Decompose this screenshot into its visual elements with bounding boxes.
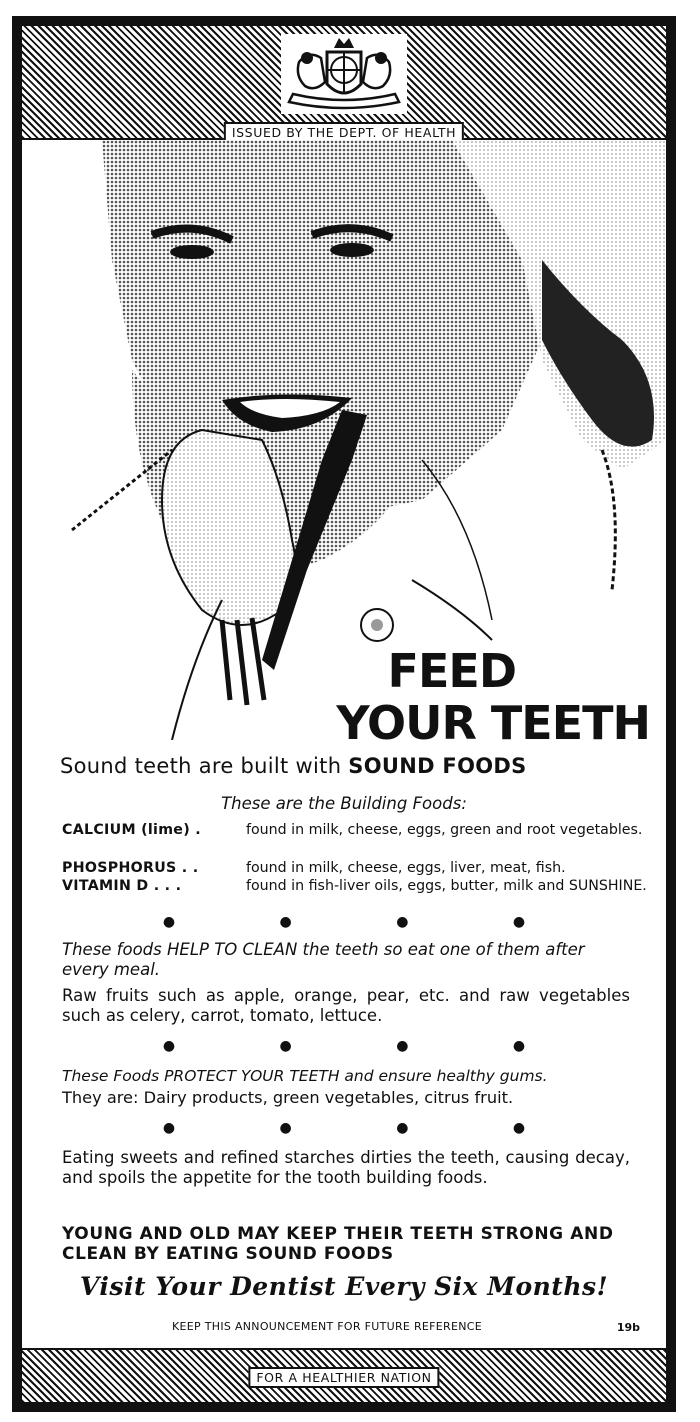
- building-foods-title: These are the Building Foods:: [221, 794, 467, 813]
- headline-your-teeth: YOUR TEETH: [336, 696, 650, 750]
- protecting-foods-text: These Foods PROTECT YOUR TEETH and ensure healthy gums.: [62, 1067, 548, 1085]
- girl-brushing-teeth-photo: [22, 140, 666, 740]
- nutrient-description: found in milk, cheese, eggs, green and root vegetables.: [246, 822, 643, 838]
- advertisement-frame: [12, 16, 676, 1412]
- keep-announcement-note: KEEP THIS ANNOUNCEMENT FOR FUTURE REFERENCE: [172, 1320, 482, 1333]
- bullet-separator: ● ● ● ●: [162, 1120, 576, 1136]
- subheading: [60, 754, 630, 778]
- nutrient-description: found in milk, cheese, eggs, liver, meat, fish.: [246, 860, 566, 876]
- slogan: YOUNG AND OLD MAY KEEP THEIR TEETH STRONG AND CLEAN BY EATING SOUND FOODS: [62, 1224, 614, 1264]
- healthier-nation-banner: FOR A HEALTHIER NATION: [248, 1367, 439, 1388]
- nutrient-name: VITAMIN D . . .: [62, 878, 182, 894]
- royal-coat-of-arms-icon: [279, 32, 409, 116]
- nutrient-name: CALCIUM (lime) .: [62, 822, 201, 838]
- bullet-separator: ● ● ● ●: [162, 1038, 576, 1054]
- nutrient-description: found in fish-liver oils, eggs, butter, milk and SUNSHINE.: [246, 878, 647, 894]
- nutrient-name: PHOSPHORUS . .: [62, 860, 199, 876]
- protecting-foods-examples: They are: Dairy products, green vegetables, citrus fruit.: [62, 1088, 514, 1107]
- headline-feed: FEED: [387, 644, 516, 698]
- content-panel: [22, 140, 666, 1348]
- visit-dentist-call-to-action: Visit Your Dentist Every Six Months!: [79, 1272, 609, 1301]
- subheading-lead: Sound teeth are built with: [60, 754, 349, 778]
- subheading-emphasis: SOUND FOODS: [348, 754, 527, 778]
- cleaning-foods-examples: Raw fruits such as apple, orange, pear, etc. and raw vegetables such as celery, carrot, tomato, lettuce.: [62, 986, 630, 1025]
- reference-code: 19b: [616, 1321, 640, 1334]
- top-hatched-band: [22, 26, 666, 138]
- issued-by-banner: ISSUED BY THE DEPT. OF HEALTH: [224, 122, 464, 143]
- cleaning-foods-text: These foods HELP TO CLEAN the teeth so eat one of them after every meal.: [62, 940, 585, 979]
- bottom-hatched-band: [22, 1350, 666, 1402]
- warning-text: Eating sweets and refined starches dirties the teeth, causing decay, and spoils the appetite for the tooth building foods.: [62, 1148, 630, 1187]
- bullet-separator: ● ● ● ●: [162, 914, 576, 930]
